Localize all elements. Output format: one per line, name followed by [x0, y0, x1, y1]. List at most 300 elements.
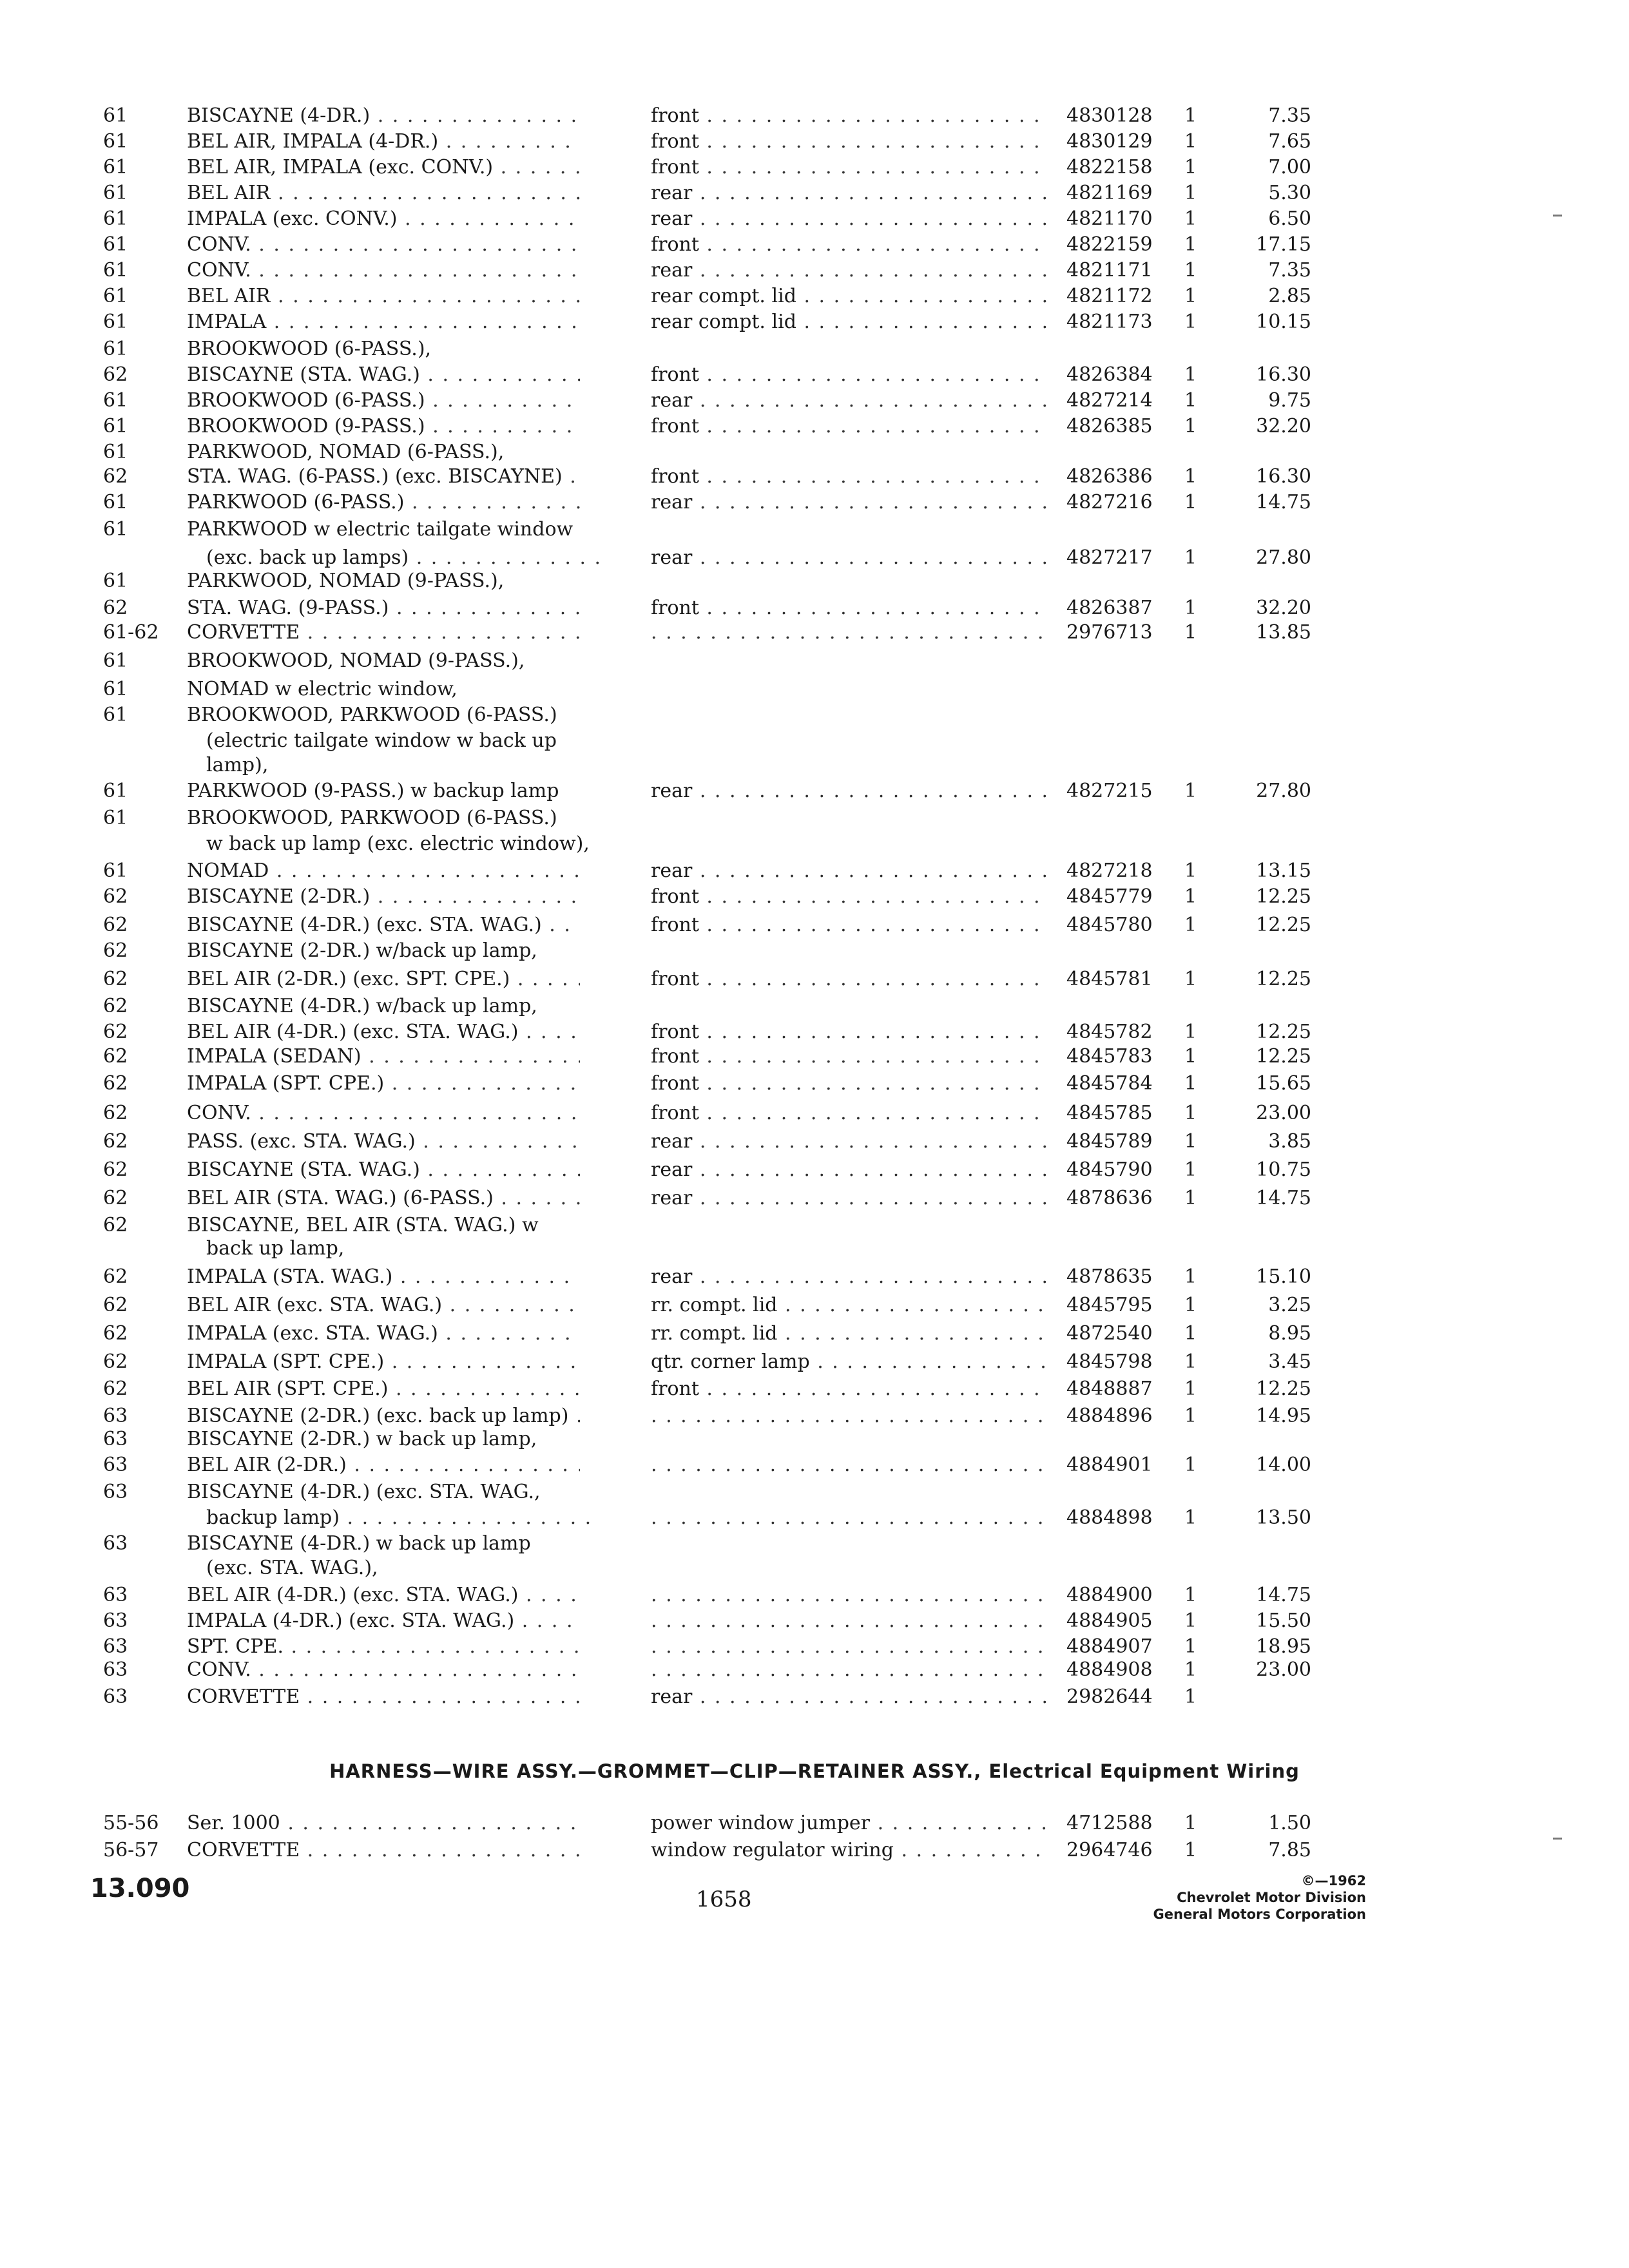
part-row	[0, 1071, 1629, 1097]
price-cell: 7.00	[1268, 156, 1311, 178]
quantity-cell: 1	[1184, 1187, 1197, 1209]
model-cell: BEL AIR . . .	[187, 284, 580, 309]
part-number-cell: 4845781	[1066, 968, 1153, 990]
year-cell: 62	[103, 1350, 128, 1373]
part-number-cell: 4821171	[1066, 259, 1153, 282]
quantity-cell: 1	[1184, 207, 1197, 230]
part-number-cell: 4884905	[1066, 1610, 1153, 1632]
part-number-cell: 4826384	[1066, 363, 1153, 386]
quantity-cell: 1	[1184, 780, 1197, 802]
model-cell: IMPALA (SEDAN) . . .	[187, 1044, 580, 1070]
quantity-cell: 1	[1184, 285, 1197, 307]
part-row	[0, 284, 1629, 309]
part-number-cell: 2964746	[1066, 1839, 1153, 1861]
price-cell: 7.35	[1268, 104, 1311, 127]
model-cell: BISCAYNE (4-DR.) (exc. STA. WAG.) . . .	[187, 912, 580, 938]
copyright-year: ©—1962	[1301, 1873, 1366, 1888]
part-row	[0, 1044, 1629, 1070]
quantity-cell: 1	[1184, 597, 1197, 619]
price-cell: 14.75	[1256, 1187, 1311, 1209]
part-row	[0, 388, 1629, 414]
model-cell: Ser. 1000 . . .	[187, 1811, 580, 1836]
part-row	[0, 1479, 1629, 1505]
page-number: 1658	[696, 1887, 752, 1912]
part-row	[0, 103, 1629, 129]
model-cell: SPT. CPE. . . .	[187, 1634, 580, 1660]
quantity-cell: 1	[1184, 130, 1197, 153]
model-cell: STA. WAG. (6-PASS.) (exc. BISCAYNE) . . .	[187, 464, 580, 490]
model-cell: IMPALA (SPT. CPE.) . . .	[187, 1349, 580, 1375]
year-cell: 61	[103, 678, 128, 700]
model-cell: lamp),	[206, 754, 269, 776]
part-number-cell: 4845785	[1066, 1102, 1153, 1124]
location-cell: front . . .	[651, 884, 1050, 910]
part-number-cell: 4872540	[1066, 1322, 1153, 1345]
location-cell: front . . .	[651, 966, 1050, 992]
year-cell: 62	[103, 363, 128, 386]
model-cell: IMPALA (4-DR.) (exc. STA. WAG.) . . .	[187, 1608, 580, 1634]
model-cell: BISCAYNE (4-DR.) (exc. STA. WAG.,	[187, 1481, 541, 1503]
part-row	[0, 1555, 1629, 1581]
location-cell: rear . . .	[651, 545, 1050, 571]
part-row	[0, 831, 1629, 857]
part-number-cell: 4827214	[1066, 389, 1153, 412]
price-cell: 3.25	[1268, 1294, 1311, 1316]
part-number-cell: 4845782	[1066, 1021, 1153, 1043]
part-row	[0, 912, 1629, 938]
model-cell: CORVETTE . . .	[187, 1684, 580, 1710]
quantity-cell: 1	[1184, 1454, 1197, 1476]
price-cell: 14.75	[1256, 491, 1311, 514]
quantity-cell: 1	[1184, 968, 1197, 990]
part-number-cell: 4884898	[1066, 1506, 1153, 1529]
model-cell: BEL AIR (2-DR.) . . .	[187, 1452, 580, 1478]
year-cell: 63	[103, 1481, 128, 1503]
year-cell: 61	[103, 570, 128, 592]
part-row	[0, 439, 1629, 465]
quantity-cell: 1	[1184, 885, 1197, 908]
part-row	[0, 1349, 1629, 1375]
model-cell: BEL AIR, IMPALA (exc. CONV.) . . .	[187, 155, 580, 180]
part-row	[0, 1838, 1629, 1863]
quantity-cell: 1	[1184, 233, 1197, 256]
location-cell: rear . . .	[651, 258, 1050, 284]
price-cell: 23.00	[1256, 1658, 1311, 1681]
part-number-cell: 4884908	[1066, 1658, 1153, 1681]
model-cell: CONV. . . .	[187, 258, 580, 284]
part-number-cell: 4878636	[1066, 1187, 1153, 1209]
year-cell: 56-57	[103, 1839, 159, 1861]
part-row	[0, 778, 1629, 804]
location-cell	[651, 1452, 1050, 1478]
location-cell: rear . . .	[651, 180, 1050, 206]
price-cell: 17.15	[1256, 233, 1311, 256]
year-cell: 62	[103, 1102, 128, 1124]
model-cell: (electric tailgate window w back up	[206, 729, 557, 752]
part-row	[0, 858, 1629, 884]
quantity-cell: 1	[1184, 415, 1197, 437]
year-cell: 62	[103, 914, 128, 936]
price-cell: 14.00	[1256, 1454, 1311, 1476]
location-cell: front . . .	[651, 414, 1050, 439]
year-cell: 61	[103, 259, 128, 282]
price-cell: 23.00	[1256, 1102, 1311, 1124]
year-cell: 63	[103, 1584, 128, 1606]
quantity-cell: 1	[1184, 621, 1197, 644]
price-cell: 2.85	[1268, 285, 1311, 307]
part-row	[0, 1100, 1629, 1126]
year-cell: 61	[103, 704, 128, 726]
page-code: 13.090	[90, 1874, 190, 1903]
year-cell: 62	[103, 1021, 128, 1043]
quantity-cell: 1	[1184, 1130, 1197, 1153]
part-row	[0, 1403, 1629, 1429]
quantity-cell: 1	[1184, 465, 1197, 488]
quantity-cell: 1	[1184, 1839, 1197, 1861]
copyright-corporation: General Motors Corporation	[1153, 1907, 1366, 1922]
year-cell: 62	[103, 995, 128, 1017]
part-number-cell: 4821169	[1066, 182, 1153, 204]
model-cell: BEL AIR (exc. STA. WAG.) . . .	[187, 1293, 580, 1318]
model-cell: CONV. . . .	[187, 232, 580, 258]
price-cell: 6.50	[1268, 207, 1311, 230]
part-row	[0, 1505, 1629, 1531]
year-cell: 61	[103, 104, 128, 127]
quantity-cell: 1	[1184, 1584, 1197, 1606]
price-cell: 12.25	[1256, 968, 1311, 990]
part-number-cell: 4822158	[1066, 156, 1153, 178]
part-row	[0, 1427, 1629, 1452]
quantity-cell: 1	[1184, 1158, 1197, 1181]
year-cell: 61	[103, 807, 128, 829]
price-cell: 7.35	[1268, 259, 1311, 282]
year-cell: 62	[103, 465, 128, 488]
price-cell: 14.75	[1256, 1584, 1311, 1606]
part-number-cell: 4878635	[1066, 1265, 1153, 1288]
quantity-cell: 1	[1184, 1378, 1197, 1400]
year-cell: 63	[103, 1686, 128, 1708]
model-cell: BISCAYNE (4-DR.) . . .	[187, 103, 580, 129]
quantity-cell: 1	[1184, 914, 1197, 936]
location-cell	[651, 1505, 1050, 1531]
part-row	[0, 129, 1629, 155]
model-cell: IMPALA (exc. CONV.) . . .	[187, 206, 580, 232]
model-cell: PARKWOOD (9-PASS.) w backup lamp	[187, 780, 559, 802]
part-row	[0, 805, 1629, 831]
part-row	[0, 1213, 1629, 1238]
part-number-cell: 4826386	[1066, 465, 1153, 488]
section-heading: HARNESS—WIRE ASSY.—GROMMET—CLIP—RETAINER ASSY., Electrical Equipment Wiring	[329, 1760, 1300, 1782]
location-cell: front . . .	[651, 1376, 1050, 1402]
model-cell: BISCAYNE (2-DR.) (exc. back up lamp) . . .	[187, 1403, 580, 1429]
part-row	[0, 1452, 1629, 1478]
year-cell: 62	[103, 1322, 128, 1345]
quantity-cell: 1	[1184, 156, 1197, 178]
part-number-cell: 4884907	[1066, 1635, 1153, 1658]
model-cell: PASS. (exc. STA. WAG.) . . .	[187, 1129, 580, 1155]
part-row	[0, 414, 1629, 439]
year-cell: 63	[103, 1532, 128, 1555]
price-cell: 3.45	[1268, 1350, 1311, 1373]
price-cell: 15.65	[1256, 1072, 1311, 1095]
location-cell: rear . . .	[651, 1684, 1050, 1710]
price-cell: 15.10	[1256, 1265, 1311, 1288]
part-number-cell: 4845779	[1066, 885, 1153, 908]
quantity-cell: 1	[1184, 1812, 1197, 1834]
price-cell: 5.30	[1268, 182, 1311, 204]
price-cell: 16.30	[1256, 363, 1311, 386]
year-cell: 61	[103, 415, 128, 437]
model-cell: STA. WAG. (9-PASS.) . . .	[187, 595, 580, 621]
part-row	[0, 1186, 1629, 1211]
model-cell: BISCAYNE (4-DR.) w back up lamp	[187, 1532, 531, 1555]
part-row	[0, 232, 1629, 258]
quantity-cell: 1	[1184, 1610, 1197, 1632]
model-cell: CONV. . . .	[187, 1100, 580, 1126]
quantity-cell: 1	[1184, 182, 1197, 204]
location-cell: front . . .	[651, 912, 1050, 938]
part-number-cell: 4830128	[1066, 104, 1153, 127]
part-number-cell: 4848887	[1066, 1378, 1153, 1400]
model-cell: IMPALA . . .	[187, 309, 580, 335]
part-row	[0, 517, 1629, 543]
location-cell: rear . . .	[651, 388, 1050, 414]
year-cell: 62	[103, 968, 128, 990]
model-cell: BEL AIR (2-DR.) (exc. SPT. CPE.) . . .	[187, 966, 580, 992]
location-cell: rear . . .	[651, 206, 1050, 232]
part-row	[0, 728, 1629, 754]
location-cell: rear compt. lid . . .	[651, 309, 1050, 335]
part-row	[0, 309, 1629, 335]
year-cell: 61	[103, 130, 128, 153]
model-cell: PARKWOOD, NOMAD (9-PASS.),	[187, 570, 505, 592]
price-cell: 32.20	[1256, 415, 1311, 437]
year-cell: 62	[103, 1294, 128, 1316]
location-cell: front . . .	[651, 155, 1050, 180]
model-cell: BISCAYNE, BEL AIR (STA. WAG.) w	[187, 1214, 539, 1236]
model-cell: BISCAYNE (STA. WAG.) . . .	[187, 362, 580, 388]
part-row	[0, 994, 1629, 1019]
model-cell: CORVETTE . . .	[187, 620, 580, 646]
location-cell: front . . .	[651, 232, 1050, 258]
scan-mark	[1553, 215, 1562, 216]
year-cell: 61	[103, 441, 128, 463]
part-number-cell: 4821170	[1066, 207, 1153, 230]
part-row	[0, 180, 1629, 206]
part-number-cell: 4884896	[1066, 1405, 1153, 1427]
price-cell: 18.95	[1256, 1635, 1311, 1658]
year-cell: 61	[103, 780, 128, 802]
part-row	[0, 1019, 1629, 1045]
location-cell: rear . . .	[651, 1157, 1050, 1183]
year-cell: 61	[103, 285, 128, 307]
part-row	[0, 258, 1629, 284]
part-number-cell: 4712588	[1066, 1812, 1153, 1834]
part-row	[0, 1608, 1629, 1634]
location-cell: window regulator wiring . . .	[651, 1838, 1050, 1863]
model-cell: backup lamp) . . .	[206, 1505, 599, 1531]
scan-mark	[1553, 1838, 1562, 1840]
model-cell: IMPALA (exc. STA. WAG.) . . .	[187, 1321, 580, 1347]
part-row	[0, 753, 1629, 778]
location-cell	[651, 1608, 1050, 1634]
location-cell: rear . . .	[651, 490, 1050, 515]
price-cell: 13.15	[1256, 860, 1311, 882]
part-row	[0, 677, 1629, 702]
price-cell: 12.25	[1256, 1045, 1311, 1068]
location-cell: rr. compt. lid . . .	[651, 1293, 1050, 1318]
model-cell: CONV. . . .	[187, 1657, 580, 1683]
quantity-cell: 1	[1184, 1102, 1197, 1124]
part-number-cell: 4827218	[1066, 860, 1153, 882]
price-cell: 27.80	[1256, 546, 1311, 569]
year-cell: 62	[103, 1130, 128, 1153]
price-cell: 8.95	[1268, 1322, 1311, 1345]
quantity-cell: 1	[1184, 1686, 1197, 1708]
part-number-cell: 4845795	[1066, 1294, 1153, 1316]
part-row	[0, 568, 1629, 594]
location-cell: front . . .	[651, 595, 1050, 621]
location-cell: qtr. corner lamp . . .	[651, 1349, 1050, 1375]
part-row	[0, 155, 1629, 180]
year-cell: 61	[103, 338, 128, 360]
quantity-cell: 1	[1184, 860, 1197, 882]
model-cell: BISCAYNE (2-DR.) w back up lamp,	[187, 1428, 537, 1450]
location-cell	[651, 1403, 1050, 1429]
part-row	[0, 1657, 1629, 1683]
price-cell: 7.85	[1268, 1839, 1311, 1861]
part-row	[0, 1293, 1629, 1318]
year-cell: 62	[103, 1265, 128, 1288]
quantity-cell: 1	[1184, 1350, 1197, 1373]
year-cell: 61	[103, 311, 128, 333]
quantity-cell: 1	[1184, 491, 1197, 514]
model-cell: BROOKWOOD (6-PASS.),	[187, 338, 432, 360]
quantity-cell: 1	[1184, 1045, 1197, 1068]
part-number-cell: 4827216	[1066, 491, 1153, 514]
year-cell: 62	[103, 939, 128, 962]
part-row	[0, 1811, 1629, 1836]
part-number-cell: 4845798	[1066, 1350, 1153, 1373]
price-cell: 15.50	[1256, 1610, 1311, 1632]
part-row	[0, 490, 1629, 515]
part-number-cell: 2976713	[1066, 621, 1153, 644]
part-number-cell: 4827217	[1066, 546, 1153, 569]
location-cell: front . . .	[651, 1019, 1050, 1045]
location-cell	[651, 1657, 1050, 1683]
part-row	[0, 464, 1629, 490]
part-row	[0, 966, 1629, 992]
model-cell: PARKWOOD (6-PASS.) . . .	[187, 490, 580, 515]
part-row	[0, 1236, 1629, 1262]
part-number-cell: 4830129	[1066, 130, 1153, 153]
part-row	[0, 938, 1629, 964]
location-cell: rr. compt. lid . . .	[651, 1321, 1050, 1347]
part-row	[0, 1684, 1629, 1710]
year-cell: 63	[103, 1454, 128, 1476]
year-cell: 55-56	[103, 1812, 159, 1834]
part-number-cell: 4884901	[1066, 1454, 1153, 1476]
part-number-cell: 4845780	[1066, 914, 1153, 936]
part-number-cell: 4822159	[1066, 233, 1153, 256]
location-cell: front . . .	[651, 129, 1050, 155]
year-cell: 61	[103, 518, 128, 541]
part-row	[0, 336, 1629, 362]
quantity-cell: 1	[1184, 1405, 1197, 1427]
price-cell: 14.95	[1256, 1405, 1311, 1427]
year-cell: 63	[103, 1610, 128, 1632]
year-cell: 62	[103, 597, 128, 619]
location-cell: rear . . .	[651, 1129, 1050, 1155]
part-row	[0, 1531, 1629, 1557]
quantity-cell: 1	[1184, 546, 1197, 569]
year-cell: 62	[103, 1214, 128, 1236]
year-cell: 62	[103, 1045, 128, 1068]
quantity-cell: 1	[1184, 1506, 1197, 1529]
model-cell: BROOKWOOD, PARKWOOD (6-PASS.)	[187, 807, 557, 829]
model-cell: back up lamp,	[206, 1237, 345, 1260]
location-cell: rear . . .	[651, 1186, 1050, 1211]
year-cell: 63	[103, 1635, 128, 1658]
location-cell	[651, 1634, 1050, 1660]
location-cell: front . . .	[651, 1071, 1050, 1097]
location-cell: rear . . .	[651, 858, 1050, 884]
price-cell: 13.85	[1256, 621, 1311, 644]
model-cell: BROOKWOOD (9-PASS.) . . .	[187, 414, 580, 439]
price-cell: 10.75	[1256, 1158, 1311, 1181]
location-cell: power window jumper . . .	[651, 1811, 1050, 1836]
model-cell: BISCAYNE (2-DR.) w/back up lamp,	[187, 939, 537, 962]
part-number-cell: 4826387	[1066, 597, 1153, 619]
quantity-cell: 1	[1184, 1322, 1197, 1345]
model-cell: (exc. STA. WAG.),	[206, 1557, 378, 1579]
quantity-cell: 1	[1184, 311, 1197, 333]
quantity-cell: 1	[1184, 259, 1197, 282]
price-cell: 32.20	[1256, 597, 1311, 619]
model-cell: BROOKWOOD, PARKWOOD (6-PASS.)	[187, 704, 557, 726]
model-cell: IMPALA (STA. WAG.) . . .	[187, 1264, 580, 1290]
part-row	[0, 620, 1629, 646]
location-cell	[651, 620, 1050, 646]
part-number-cell: 4845789	[1066, 1130, 1153, 1153]
part-row	[0, 648, 1629, 674]
model-cell: PARKWOOD w electric tailgate window	[187, 518, 574, 541]
quantity-cell: 1	[1184, 1265, 1197, 1288]
model-cell: BISCAYNE (2-DR.) . . .	[187, 884, 580, 910]
model-cell: IMPALA (SPT. CPE.) . . .	[187, 1071, 580, 1097]
quantity-cell: 1	[1184, 389, 1197, 412]
part-row	[0, 595, 1629, 621]
year-cell: 62	[103, 1072, 128, 1095]
quantity-cell: 1	[1184, 363, 1197, 386]
part-number-cell: 4845790	[1066, 1158, 1153, 1181]
model-cell: CORVETTE . . .	[187, 1838, 580, 1863]
model-cell: BEL AIR, IMPALA (4-DR.) . . .	[187, 129, 580, 155]
price-cell: 3.85	[1268, 1130, 1311, 1153]
year-cell: 62	[103, 885, 128, 908]
part-number-cell: 4827215	[1066, 780, 1153, 802]
location-cell: front . . .	[651, 103, 1050, 129]
model-cell: BEL AIR (SPT. CPE.) . . .	[187, 1376, 580, 1402]
part-row	[0, 545, 1629, 571]
model-cell: BEL AIR . . .	[187, 180, 580, 206]
location-cell: front . . .	[651, 1100, 1050, 1126]
quantity-cell: 1	[1184, 1021, 1197, 1043]
quantity-cell: 1	[1184, 1294, 1197, 1316]
part-number-cell: 4845784	[1066, 1072, 1153, 1095]
year-cell: 62	[103, 1378, 128, 1400]
part-row	[0, 1582, 1629, 1608]
